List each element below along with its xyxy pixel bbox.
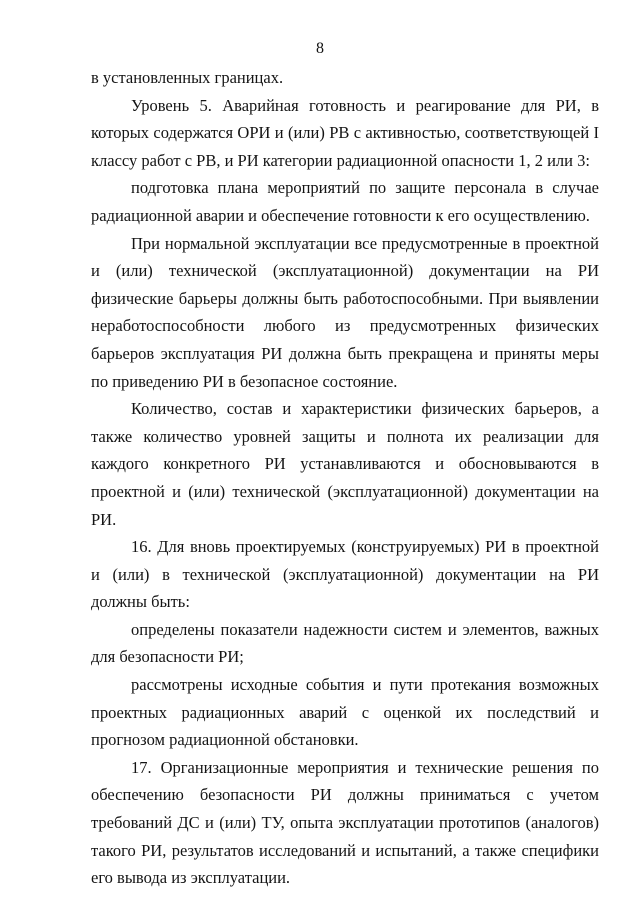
paragraph-continuation: в установленных границах. — [91, 68, 284, 87]
paragraph-initial-events: рассмотрены исходные события и пути протекания возможных проектных радиационных аварий с оценкой их последствий и прогнозом радиационной обстановки. — [91, 675, 599, 750]
paragraph-plan-preparation: подготовка плана мероприятий по защите персонала в случае радиационной аварии и обеспечение готовности к его осуществлению. — [91, 178, 599, 225]
paragraph-reliability-indicators: определены показатели надежности систем и элементов, важных для безопасности РИ; — [91, 619, 599, 667]
paragraph-clause-16: 16. Для вновь проектируемых (конструируемых) РИ в проектной и (или) в технической (эксплуатационной) документации на РИ должны быть: — [91, 537, 599, 612]
page-number: 8 — [316, 40, 324, 57]
paragraph-normal-operation: При нормальной эксплуатации все предусмотренные в проектной и (или) технической (эксплуатационной) документации на РИ физические барьеры должны быть работоспособными. При выявлении неработоспособности любого из предусмотренных физических барьеров эксплуатация РИ должна быть прекращена и приняты меры по приведению РИ в безопасное состояние. — [91, 233, 599, 391]
paragraph-level-5: Уровень 5. Аварийная готовность и реагирование для РИ, в которых содержатся ОРИ и (или) РВ с активностью, соответствующей I классу работ с РВ, и РИ категории радиационной опасности 1, 2 или 3: — [91, 95, 599, 170]
document-body — [91, 64, 599, 892]
paragraph-clause-17: 17. Организационные мероприятия и технические решения по обеспечению безопасности РИ должны приниматься с учетом требований ДС и (или) ТУ, опыта эксплуатации прототипов (аналогов) такого РИ, результатов исследований и испытаний, а также специфики его вывода из эксплуатации. — [91, 757, 599, 888]
paragraph-barriers-quantity: Количество, состав и характеристики физических барьеров, а также количество уровней защиты и полнота их реализации для каждого конкретного РИ устанавливаются и обосновываются в проектной и (или) технической (эксплуатационной) документации на РИ. — [91, 399, 599, 529]
